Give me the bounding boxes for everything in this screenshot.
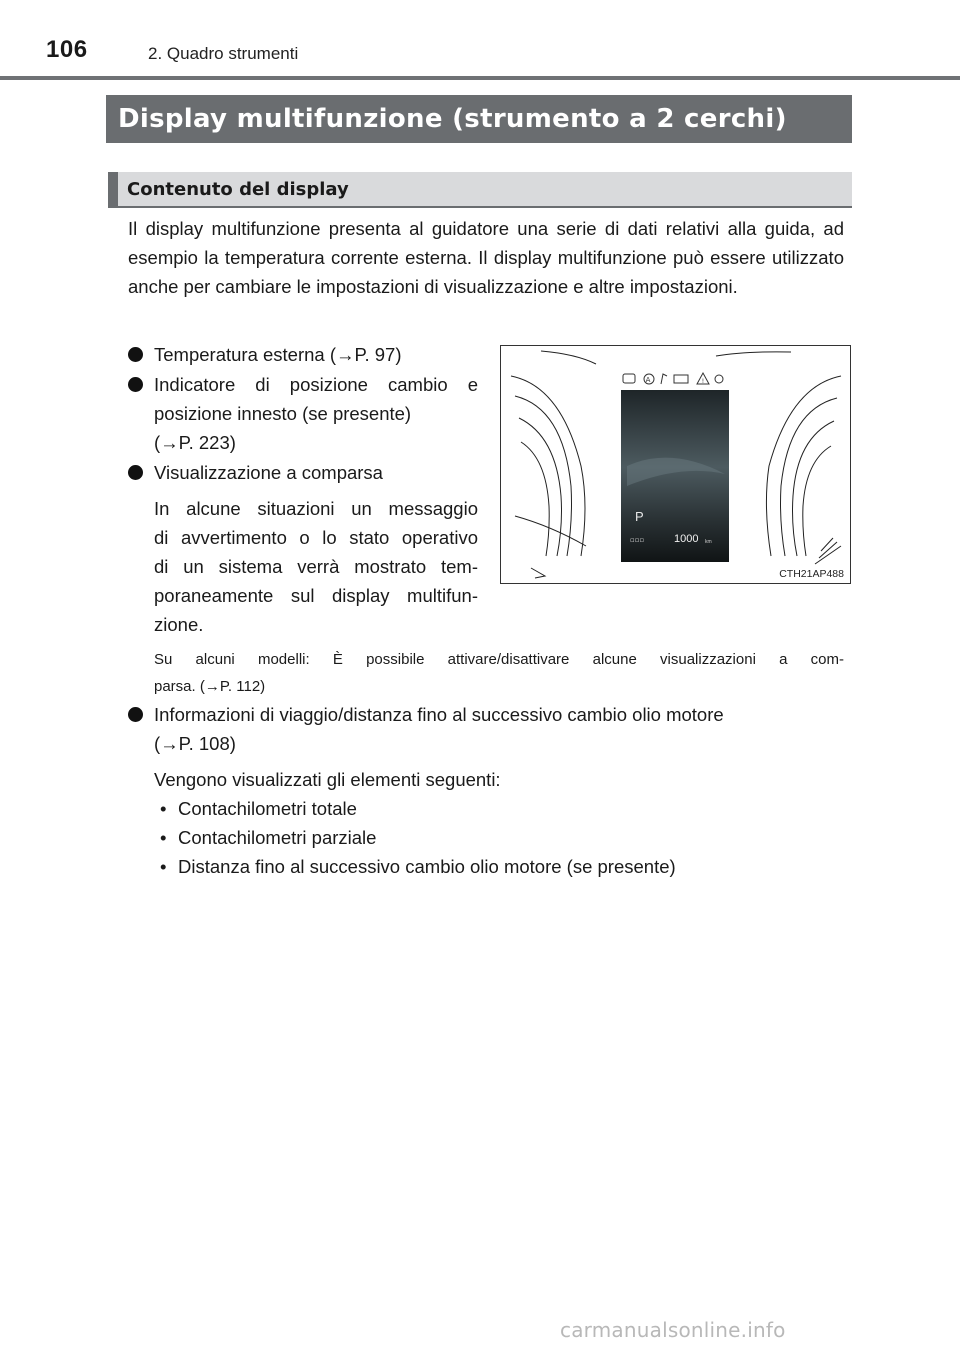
page-header [0, 0, 960, 80]
bullet-text-line: (→P. 223) [154, 432, 236, 453]
trip-item-tripmeter: • Contachilometri parziale [160, 827, 377, 848]
svg-text:!: ! [701, 378, 705, 385]
bullet-text: Visualizzazione a comparsa [154, 462, 383, 483]
trip-item-text: Distanza fino al successivo cambio olio motore (se presente) [178, 856, 676, 877]
bullet-icon [128, 707, 143, 722]
popup-line: poraneamente sul display multifun- [154, 585, 478, 606]
header-rule [0, 76, 960, 80]
subsection-title: Contenuto del display [108, 172, 852, 208]
bullet-icon [128, 377, 143, 392]
svg-text:▫▫▫: ▫▫▫ [630, 536, 645, 544]
trip-item-text: Contachilometri parziale [178, 827, 377, 848]
bullet-text-line: Indicatore di posizione cambio e [154, 374, 478, 395]
bullet-icon [128, 465, 143, 480]
popup-line: di un sistema verrà mostrato tem- [154, 556, 478, 577]
trip-item-oil-change: • Distanza fino al successivo cambio olio motore (se presente) [160, 856, 676, 877]
bullet-text-line: (→P. 108) [154, 733, 236, 754]
popup-line: zione. [154, 614, 204, 635]
chapter-title: 2. Quadro strumenti [148, 44, 299, 63]
bullet-text: Temperatura esterna (→P. 97) [154, 344, 402, 365]
popup-line: di avvertimento o lo stato operativo [154, 527, 478, 548]
trip-description: Vengono visualizzati gli elementi seguenti: [154, 769, 501, 790]
instrument-cluster-figure [500, 345, 851, 584]
odometer-value: 1000 [674, 533, 699, 545]
popup-description [154, 494, 478, 639]
trip-item-text: Contachilometri totale [178, 798, 357, 819]
gear-position: P [635, 509, 644, 524]
note-line: Su alcuni modelli: È possibile attivare/disattivare alcune visualizzazioni a com- [154, 651, 844, 668]
bullet-icon [128, 347, 143, 362]
cluster-illustration [501, 346, 851, 584]
watermark: carmanualsonline.info [560, 1318, 786, 1342]
bullet-text-line: Informazioni di viaggio/distanza fino al successivo cambio olio motore [154, 704, 724, 725]
bullet-text-line: posizione innesto (se presente) [154, 403, 412, 424]
figure-code: CTH21AP488 [779, 568, 844, 580]
page-number: 106 [46, 36, 88, 63]
note-line: parsa. (→P. 112) [154, 678, 266, 695]
intro-paragraph: Il display multifunzione presenta al guidatore una serie di dati relativi alla guida, ad esempio la temperatura corrente esterna. Il display multifunzione può essere utilizzato anche per cambiare le impostazioni di visualizzazione e altre impostazioni. [128, 218, 844, 297]
svg-text:A: A [645, 376, 651, 384]
trip-item-odometer: • Contachilometri totale [160, 798, 357, 819]
odometer-unit: km [705, 539, 712, 545]
models-note [154, 646, 844, 700]
section-title: Display multifunzione (strumento a 2 cerchi) [106, 95, 852, 143]
popup-line: In alcune situazioni un messaggio [154, 498, 478, 519]
